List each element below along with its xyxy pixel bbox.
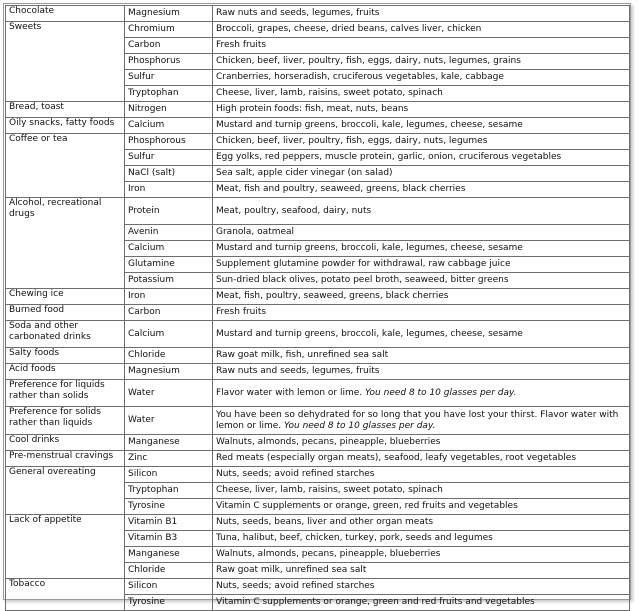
craving-cell: Soda and other carbonated drinks bbox=[6, 321, 125, 348]
nutrient-cell: Phosphorous bbox=[125, 134, 213, 150]
craving-cell: Chewing ice bbox=[6, 289, 125, 305]
craving-cell: Oily snacks, fatty foods bbox=[6, 118, 125, 134]
craving-cell: Tobacco bbox=[6, 579, 125, 611]
craving-cell: Preference for liquids rather than solids bbox=[6, 380, 125, 407]
nutrient-cell: NaCl (salt) bbox=[125, 166, 213, 182]
nutrient-cell: Iron bbox=[125, 289, 213, 305]
food-sources-cell bbox=[213, 435, 630, 451]
food-sources-cell bbox=[213, 225, 630, 241]
nutrient-cell: Nitrogen bbox=[125, 102, 213, 118]
food-sources-cell bbox=[213, 38, 630, 54]
nutrient-cell: Silicon bbox=[125, 579, 213, 595]
food-sources-text: Fresh fruits bbox=[216, 40, 267, 51]
craving-cell: Cool drinks bbox=[6, 435, 125, 451]
food-sources-cell bbox=[213, 305, 630, 321]
craving-cell: Salty foods bbox=[6, 348, 125, 364]
food-sources-text: Vitamin C supplements or orange, green, red fruits and vegetables bbox=[216, 501, 518, 512]
food-sources-cell bbox=[213, 182, 630, 198]
food-sources-text: You have been so dehydrated for so long that you have lost your thirst. Flavor water with lemon or lime. bbox=[216, 410, 619, 431]
table-row bbox=[6, 321, 630, 348]
table-row bbox=[6, 467, 630, 483]
food-sources-text: Nuts, seeds; avoid refined starches bbox=[216, 581, 375, 592]
table-row bbox=[6, 118, 630, 134]
table-row bbox=[6, 579, 630, 595]
food-sources-text: Raw nuts and seeds, legumes, fruits bbox=[216, 8, 380, 19]
table-row bbox=[6, 22, 630, 38]
nutrient-cell: Water bbox=[125, 380, 213, 407]
table-row bbox=[6, 198, 630, 225]
food-sources-cell bbox=[213, 22, 630, 38]
nutrient-cell: Manganese bbox=[125, 435, 213, 451]
food-sources-cell bbox=[213, 483, 630, 499]
nutrient-cell: Calcium bbox=[125, 118, 213, 134]
nutrient-cell: Chromium bbox=[125, 22, 213, 38]
nutrient-cell: Carbon bbox=[125, 38, 213, 54]
food-sources-cell bbox=[213, 407, 630, 435]
food-sources-cell bbox=[213, 273, 630, 289]
food-sources-text: Vitamin C supplements or orange, green and red fruits and vegetables bbox=[216, 597, 535, 608]
food-sources-text: Egg yolks, red peppers, muscle protein, garlic, onion, cruciferous vegetables bbox=[216, 152, 562, 163]
food-sources-text: Walnuts, almonds, pecans, pineapple, blueberries bbox=[216, 437, 441, 448]
food-sources-text: Sea salt, apple cider vinegar (on salad) bbox=[216, 168, 393, 179]
craving-cell: Chocolate bbox=[6, 6, 125, 22]
nutrient-cell: Zinc bbox=[125, 451, 213, 467]
food-sources-cell bbox=[213, 70, 630, 86]
food-sources-cell bbox=[213, 579, 630, 595]
table-row bbox=[6, 407, 630, 435]
food-sources-text: Nuts, seeds, beans, liver and other organ meats bbox=[216, 517, 434, 528]
food-sources-text: High protein foods: fish, meat, nuts, beans bbox=[216, 104, 409, 115]
food-sources-cell bbox=[213, 134, 630, 150]
nutrient-cell: Potassium bbox=[125, 273, 213, 289]
table-frame bbox=[3, 3, 631, 608]
food-sources-text: Mustard and turnip greens, broccoli, kale, legumes, cheese, sesame bbox=[216, 243, 523, 254]
food-sources-text: Chicken, beef, liver, poultry, fish, eggs, dairy, nuts, legumes bbox=[216, 136, 488, 147]
cravings-table-body bbox=[6, 6, 630, 611]
nutrient-cell: Glutamine bbox=[125, 257, 213, 273]
food-sources-text: Mustard and turnip greens, broccoli, kale, legumes, cheese, sesame bbox=[216, 120, 523, 131]
nutrient-cell: Phosphorus bbox=[125, 54, 213, 70]
food-sources-text: Sun-dried black olives, potato peel broth, seaweed, bitter greens bbox=[216, 275, 509, 286]
food-sources-text: Mustard and turnip greens, broccoli, kale, legumes, cheese, sesame bbox=[216, 328, 523, 339]
food-sources-text: Meat, poultry, seafood, dairy, nuts bbox=[216, 205, 372, 216]
food-sources-text: Meat, fish and poultry, seaweed, greens, black cherries bbox=[216, 184, 466, 195]
nutrient-cell: Iron bbox=[125, 182, 213, 198]
nutrient-cell: Tryptophan bbox=[125, 483, 213, 499]
food-sources-text: Granola, oatmeal bbox=[216, 227, 295, 238]
food-sources-text: Nuts, seeds; avoid refined starches bbox=[216, 469, 375, 480]
nutrient-cell: Avenin bbox=[125, 225, 213, 241]
nutrient-cell: Sulfur bbox=[125, 150, 213, 166]
food-sources-cell bbox=[213, 321, 630, 348]
nutrient-cell: Vitamin B1 bbox=[125, 515, 213, 531]
food-sources-cell bbox=[213, 241, 630, 257]
food-sources-cell bbox=[213, 86, 630, 102]
table-row bbox=[6, 451, 630, 467]
nutrient-cell: Manganese bbox=[125, 547, 213, 563]
nutrient-cell: Tryptophan bbox=[125, 86, 213, 102]
food-sources-text: Chicken, beef, liver, poultry, fish, eggs, dairy, nuts, legumes, grains bbox=[216, 56, 521, 67]
craving-cell: Burned food bbox=[6, 305, 125, 321]
craving-cell: Lack of appetite bbox=[6, 515, 125, 579]
food-sources-text: Raw goat milk, fish, unrefined sea salt bbox=[216, 350, 389, 361]
table-row bbox=[6, 134, 630, 150]
nutrient-cell: Calcium bbox=[125, 321, 213, 348]
nutrient-cell: Magnesium bbox=[125, 364, 213, 380]
food-sources-cell bbox=[213, 198, 630, 225]
nutrient-cell: Chloride bbox=[125, 563, 213, 579]
food-sources-cell bbox=[213, 499, 630, 515]
food-sources-cell bbox=[213, 515, 630, 531]
food-sources-cell bbox=[213, 547, 630, 563]
craving-cell: Preference for solids rather than liquids bbox=[6, 407, 125, 435]
food-sources-cell bbox=[213, 289, 630, 305]
food-sources-text: Cheese, liver, lamb, raisins, sweet potato, spinach bbox=[216, 88, 443, 99]
nutrient-cell: Water bbox=[125, 407, 213, 435]
table-row bbox=[6, 6, 630, 22]
table-row bbox=[6, 515, 630, 531]
table-row bbox=[6, 435, 630, 451]
food-sources-text: Broccoli, grapes, cheese, dried beans, calves liver, chicken bbox=[216, 24, 482, 35]
table-row bbox=[6, 364, 630, 380]
nutrient-cell: Chloride bbox=[125, 348, 213, 364]
food-sources-cell bbox=[213, 467, 630, 483]
craving-cell: Bread, toast bbox=[6, 102, 125, 118]
craving-cell: General overeating bbox=[6, 467, 125, 515]
cravings-table bbox=[5, 5, 630, 611]
food-sources-cell bbox=[213, 54, 630, 70]
food-sources-cell bbox=[213, 348, 630, 364]
food-sources-text: Fresh fruits bbox=[216, 307, 267, 318]
craving-cell: Coffee or tea bbox=[6, 134, 125, 198]
food-sources-cell bbox=[213, 595, 630, 611]
nutrient-cell: Vitamin B3 bbox=[125, 531, 213, 547]
food-sources-text: Raw nuts and seeds, legumes, fruits bbox=[216, 366, 380, 377]
food-sources-text: Walnuts, almonds, pecans, pineapple, blueberries bbox=[216, 549, 441, 560]
nutrient-cell: Sulfur bbox=[125, 70, 213, 86]
craving-cell: Pre-menstrual cravings bbox=[6, 451, 125, 467]
table-row bbox=[6, 348, 630, 364]
food-sources-text: Tuna, halibut, beef, chicken, turkey, pork, seeds and legumes bbox=[216, 533, 493, 544]
table-row bbox=[6, 289, 630, 305]
food-sources-text: Flavor water with lemon or lime. bbox=[216, 387, 363, 398]
food-sources-cell bbox=[213, 531, 630, 547]
food-sources-cell bbox=[213, 118, 630, 134]
craving-cell: Alcohol, recreational drugs bbox=[6, 198, 125, 289]
food-sources-text: Cheese, liver, lamb, raisins, sweet potato, spinach bbox=[216, 485, 443, 496]
water-intake-note: You need 8 to 10 glasses per day. bbox=[283, 420, 436, 431]
nutrient-cell: Tyrosine bbox=[125, 595, 213, 611]
table-row bbox=[6, 102, 630, 118]
food-sources-text: Cranberries, horseradish, cruciferous vegetables, kale, cabbage bbox=[216, 72, 504, 83]
food-sources-cell bbox=[213, 6, 630, 22]
table-row bbox=[6, 305, 630, 321]
food-sources-cell bbox=[213, 102, 630, 118]
food-sources-cell bbox=[213, 364, 630, 380]
nutrient-cell: Calcium bbox=[125, 241, 213, 257]
water-intake-note: You need 8 to 10 glasses per day. bbox=[365, 387, 517, 398]
food-sources-cell bbox=[213, 257, 630, 273]
food-sources-text: Red meats (especially organ meats), seafood, leafy vegetables, root vegetables bbox=[216, 453, 577, 464]
food-sources-text: Raw goat milk, unrefined sea salt bbox=[216, 565, 367, 576]
table-row bbox=[6, 380, 630, 407]
food-sources-cell bbox=[213, 451, 630, 467]
food-sources-cell bbox=[213, 150, 630, 166]
craving-cell: Sweets bbox=[6, 22, 125, 102]
nutrient-cell: Protein bbox=[125, 198, 213, 225]
nutrient-cell: Magnesium bbox=[125, 6, 213, 22]
nutrient-cell: Tyrosine bbox=[125, 499, 213, 515]
food-sources-text: Meat, fish, poultry, seaweed, greens, black cherries bbox=[216, 291, 449, 302]
food-sources-cell bbox=[213, 380, 630, 407]
nutrient-cell: Carbon bbox=[125, 305, 213, 321]
nutrient-cell: Silicon bbox=[125, 467, 213, 483]
craving-cell: Acid foods bbox=[6, 364, 125, 380]
food-sources-text: Supplement glutamine powder for withdrawal, raw cabbage juice bbox=[216, 259, 511, 270]
food-sources-cell bbox=[213, 563, 630, 579]
food-sources-cell bbox=[213, 166, 630, 182]
